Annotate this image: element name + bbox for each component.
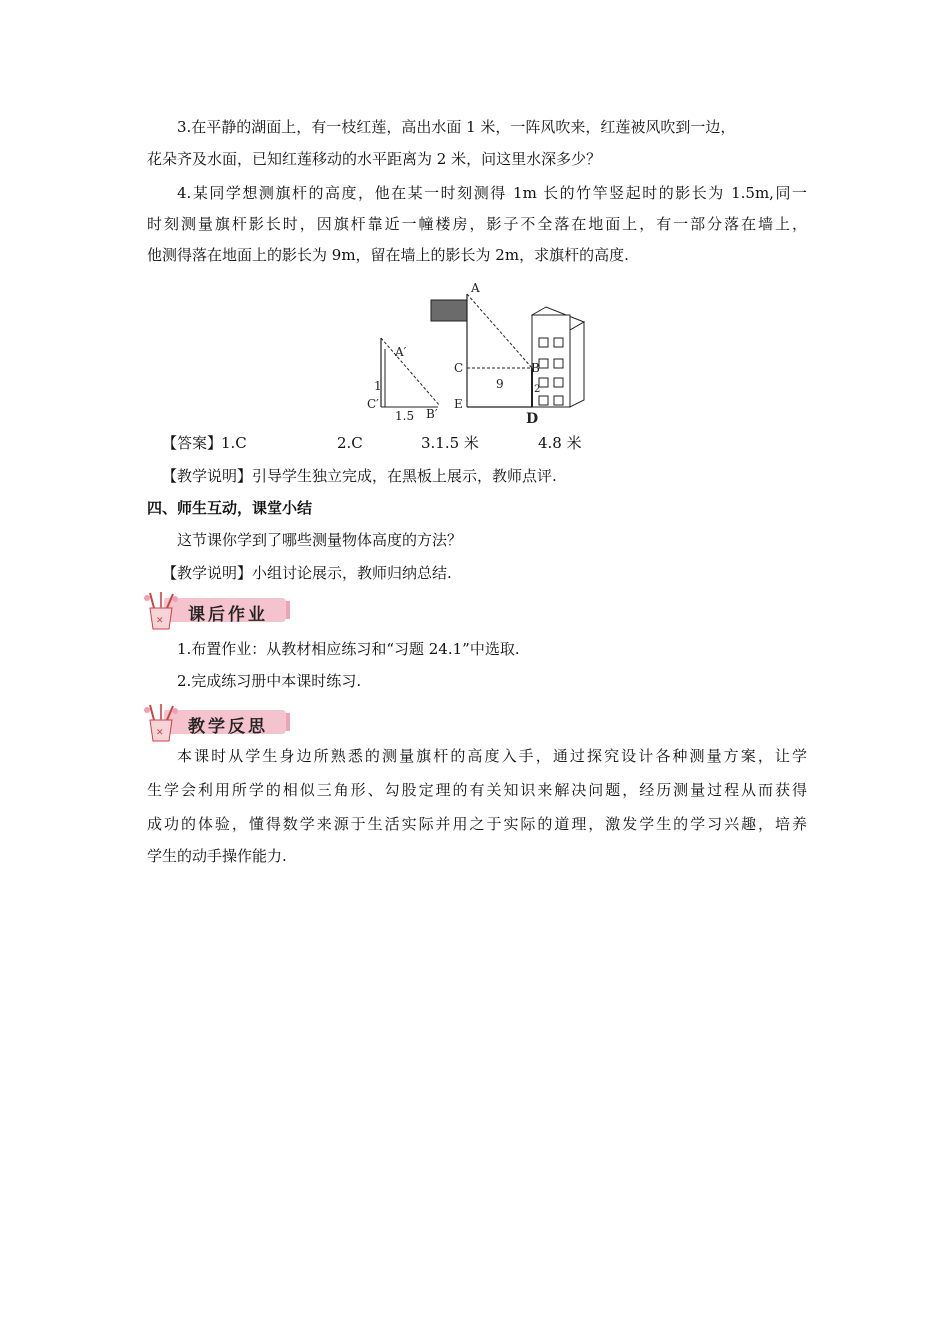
teaching-note-1: 【教学说明】引导学生独立完成，在黑板上展示，教师点评. bbox=[162, 467, 557, 485]
svg-text:✕: ✕ bbox=[156, 616, 164, 626]
label-a: A bbox=[471, 281, 480, 295]
problem-3-line-2: 花朵齐及水面，已知红莲移动的水平距离为 2 米，问这里水深多少？ bbox=[147, 150, 602, 168]
label-one-five: 1.5 bbox=[395, 409, 415, 423]
problem-4-line-1: 4.某同学想测旗杆的高度，他在某一时刻测得 1m 长的竹竿竖起时的影长为 1.5m,同一 bbox=[177, 184, 807, 202]
homework-title: 课后作业 bbox=[188, 605, 268, 625]
svg-text:✕: ✕ bbox=[156, 728, 164, 738]
reflection-line-1: 本课时从学生身边所熟悉的测量旗杆的高度入手，通过探究设计各种测量方案，让学 bbox=[177, 747, 807, 765]
answer-2: 2.C bbox=[337, 434, 363, 452]
reflection-line-3: 成功的体验，懂得数学来源于生活实际并用之于实际的道理，激发学生的学习兴趣，培养 bbox=[147, 815, 807, 833]
bamboo-triangle bbox=[381, 338, 440, 407]
label-nine: 9 bbox=[496, 377, 504, 391]
homework-item-1: 1.布置作业：从教材相应练习和“习题 24.1”中选取. bbox=[177, 640, 520, 658]
flagpole-shadow-figure bbox=[360, 280, 600, 430]
problem-4-line-3: 他测得落在地面上的影长为 9m，留在墙上的影长为 2m，求旗杆的高度. bbox=[147, 246, 629, 264]
label-d: D bbox=[526, 411, 539, 427]
reflection-badge bbox=[142, 702, 292, 742]
problem-3-line-1: 3.在平静的湖面上，有一枝红莲，高出水面 1 米，一阵风吹来，红莲被风吹到一边， bbox=[177, 118, 736, 136]
problem-4-line-2: 时刻测量旗杆影长时，因旗杆靠近一幢楼房，影子不全落在地面上，有一部分落在墙上， bbox=[147, 215, 807, 233]
label-c-prime: C′ bbox=[367, 397, 379, 411]
answer-4: 4.8 米 bbox=[538, 434, 582, 452]
reflection-title: 教学反思 bbox=[188, 717, 268, 737]
answers-label: 【答案】 bbox=[162, 434, 223, 452]
pencil-cup-icon bbox=[142, 590, 188, 632]
flag bbox=[431, 300, 467, 321]
label-b: B bbox=[531, 361, 540, 375]
label-a-prime: A′ bbox=[395, 345, 407, 359]
reflection-line-4: 学生的动手操作能力. bbox=[147, 847, 287, 865]
section-4-note: 【教学说明】小组讨论展示，教师归纳总结. bbox=[162, 564, 452, 582]
label-one: 1 bbox=[374, 379, 382, 393]
section-4-question: 这节课你学到了哪些测量物体高度的方法？ bbox=[177, 531, 463, 549]
sun-ray bbox=[467, 294, 532, 368]
label-c: C bbox=[454, 361, 464, 375]
answer-1: 1.C bbox=[221, 434, 247, 452]
pencil-cup-icon bbox=[142, 702, 188, 744]
homework-badge bbox=[142, 590, 292, 630]
reflection-line-2: 生学会利用所学的相似三角形、勾股定理的有关知识来解决问题，经历测量过程从而获得 bbox=[147, 781, 807, 799]
label-e: E bbox=[454, 397, 463, 411]
section-4-heading: 四、师生互动，课堂小结 bbox=[147, 499, 313, 517]
label-two: 2 bbox=[534, 384, 541, 395]
homework-item-2: 2.完成练习册中本课时练习. bbox=[177, 672, 362, 690]
label-b-prime: B′ bbox=[426, 407, 438, 421]
answer-3: 3.1.5 米 bbox=[421, 434, 479, 452]
